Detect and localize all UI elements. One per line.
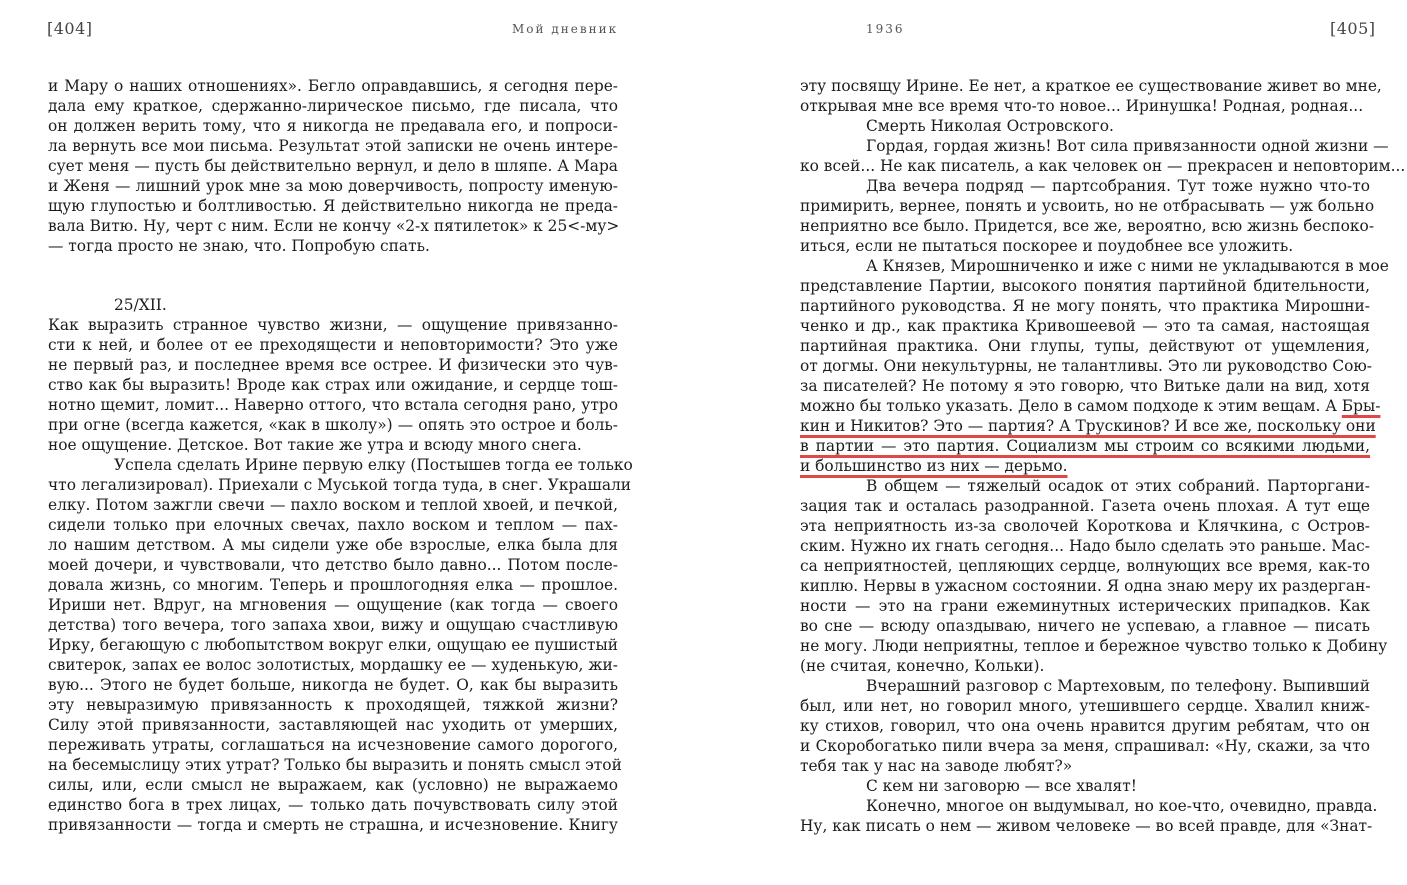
text-line: щую глупостью и болтливостью. Я действительно никогда не преда- bbox=[48, 197, 618, 215]
text-line: Как выразить странное чувство жизни, — ощущение привязанно- bbox=[48, 316, 618, 334]
text-line: был, или нет, но говорил много, утешившего сердце. Хвалил книж- bbox=[800, 697, 1370, 715]
underlined-text: Бры- bbox=[1341, 397, 1381, 415]
text-line: от догмы. Они некультурны, не талантливы. Это ли руководство Сою- bbox=[800, 357, 1373, 375]
text-line: ским. Нужно их гнать сегодня... Надо было сделать это раньше. Мас- bbox=[800, 537, 1370, 555]
text-line: детства) того вечера, того запаха хвои, вижу и ощущаю счастливую bbox=[48, 616, 618, 634]
right-text bbox=[800, 76, 1406, 836]
text-line: представление Партии, высокого понятия партийной бдительности, bbox=[800, 277, 1370, 295]
text-line: свитерок, запах ее волос золотистых, мордашку ее — худенькую, жи- bbox=[48, 656, 618, 674]
text-line: Вчерашний разговор с Мартеховым, по телефону. Выпивший bbox=[866, 677, 1370, 695]
text-line: ченко и др., как практика Кривошеевой — это та самая, настоящая bbox=[800, 317, 1370, 335]
text-line: ности — это на грани ежеминутных истерических припадков. Как bbox=[800, 597, 1370, 615]
text-line: переживать утраты, соглашаться на исчезновение самого дорогого, bbox=[48, 736, 618, 754]
text-line: вала Витю. Ну, черт с ним. Если не кончу «2-х пятилеток» к 25<-му> bbox=[48, 217, 620, 235]
text-line: при огне (всегда кажется, «как в школу») — опять это острое и боль- bbox=[48, 416, 618, 434]
underlined-line bbox=[800, 416, 1376, 436]
text-line: са неприятностей, цепляющих сердце, волнующих все время, как-то bbox=[800, 557, 1370, 575]
text-line: ла вернуть все мои письма. Результат этой записки не очень интере- bbox=[48, 137, 618, 155]
text-line: за писателей? Не потому я это говорю, что Витьке дали на вид, хотя bbox=[800, 377, 1370, 395]
text-line: С кем ни заговорю — все хвалят! bbox=[866, 777, 1137, 795]
text-line: дала ему краткое, сдержанно-лирическое письмо, где писала, что bbox=[48, 97, 618, 115]
text-line: А Князев, Мирошниченко и иже с ними не укладываются в мое bbox=[866, 257, 1389, 275]
text-line: эту невыразимую привязанность к проходящей, тяжкой жизни? bbox=[48, 696, 618, 714]
text-line: довала жизнь, со многим. Теперь и прошлогодняя елка — прошлое. bbox=[48, 576, 618, 594]
text-line: не первый раз, и последнее время все острее. И физически это чув- bbox=[48, 356, 618, 374]
text-line: Гордая, гордая жизнь! Вот сила привязанности одной жизни — bbox=[866, 137, 1389, 155]
text-line: эту посвящу Ирине. Ее нет, а краткое ее существование живет во мне, bbox=[800, 77, 1382, 95]
right-page-number: [405] bbox=[1330, 19, 1376, 38]
text-line-with-underline bbox=[800, 396, 1381, 416]
text-line: что легализировал). Приехали с Муськой тогда туда, в снег. Украшали bbox=[48, 476, 632, 494]
text-line: иться, если не пытаться поскорее и поудобнее все уложить. bbox=[800, 237, 1294, 255]
date-heading: 25/XII. bbox=[114, 296, 167, 314]
text-line: во сне — всюду опаздываю, ничего не успеваю, а главное — писать bbox=[800, 617, 1370, 635]
text-line: ство как бы выразить! Вроде как страх или ожидание, и сердце тош- bbox=[48, 376, 618, 394]
text-line: ко всей... Не как писатель, а как человек он — прекрасен и неповторим... bbox=[800, 157, 1406, 175]
right-running-head: 1936 bbox=[866, 22, 905, 36]
text-line: Ну, как писать о нем — живом человеке — во всей правде, для «Знат- bbox=[800, 817, 1373, 835]
text-line: привязанности — тогда и смерть не страшна, и исчезновение. Книгу bbox=[48, 816, 618, 834]
text-line: В общем — тяжелый осадок от этих собраний. Парторгани- bbox=[866, 477, 1370, 495]
text-line: партийная практика. Они глупы, тупы, действуют от ущемления, bbox=[800, 337, 1370, 355]
text-line: вую... Этого не будет больше, никогда не будет. О, как бы выразить bbox=[48, 676, 618, 694]
text-line: Ириши нет. Вдруг, на мгновения — ощущение (как тогда — своего bbox=[48, 596, 618, 614]
underlined-text: в партии — это партия. Социализм мы строим со всякими людьми, bbox=[800, 437, 1370, 455]
text-line: открывая мне все время что-то новое... Иринушка! Родная, родная... bbox=[800, 97, 1364, 115]
text-line: тебя так у нас на заводе любят?» bbox=[800, 757, 1073, 775]
text-line: (не считая, конечно, Кольки). bbox=[800, 657, 1045, 675]
text-line: Смерть Николая Островского. bbox=[866, 117, 1114, 135]
text-line: ло нашим детством. А мы сидели уже обе взрослые, елка была для bbox=[48, 536, 618, 554]
text-line: и Скоробогатько пили вчера за меня, спрашивал: «Ну, скажи, за что bbox=[800, 737, 1370, 755]
text-line: моей дочери, и чувствовали, что детство было давно... Потом после- bbox=[48, 556, 618, 574]
text-line: он должен верить тому, что я никогда не предавала его, и попроси- bbox=[48, 117, 618, 135]
right-page bbox=[704, 0, 1407, 885]
text-line: ное ощущение. Детское. Вот такие же утра и всюду много снега. bbox=[48, 436, 582, 454]
left-page bbox=[0, 0, 703, 885]
text-line: единство бога в трех лицах, — только дать почувствовать силу этой bbox=[48, 796, 618, 814]
text-line: неприятно все было. Придется, все же, вероятно, всю жизнь беспоко- bbox=[800, 217, 1375, 235]
text-fragment: можно бы только указать. Дело в самом подходе к этим вещам. А bbox=[800, 397, 1342, 415]
text-line: на бесемыслицу этих утрат? Только бы выразить и понять смысл этой bbox=[48, 756, 622, 774]
underlined-text: кин и Никитов? Это — партия? А Трускинов? И все же, поскольку они bbox=[800, 417, 1376, 435]
text-line: Успела сделать Ирине первую елку (Постышев тогда ее только bbox=[114, 456, 633, 474]
text-line: примирить, вернее, понять и усвоить, но не отбрасывать — уж больно bbox=[800, 197, 1375, 215]
text-line: эта неприятность из-за сволочей Короткова и Клячкина, с Остров- bbox=[800, 517, 1370, 535]
text-line: Силу этой привязанности, заставляющей нас уходить от умерших, bbox=[48, 716, 618, 734]
left-running-head: Мой дневник bbox=[512, 22, 619, 36]
left-page-number: [404] bbox=[47, 19, 93, 38]
underlined-line bbox=[800, 436, 1370, 456]
text-line: нотно щемит, ломит... Наверно оттого, что встала сегодня рано, утро bbox=[48, 396, 618, 414]
left-text-top bbox=[48, 76, 618, 256]
text-line: не могу. Люди неприятны, теплое и бережное чувство только к Добину bbox=[800, 637, 1388, 655]
text-line: сидели только при елочных свечах, пахло воском и теплом — пах- bbox=[48, 516, 618, 534]
underlined-text: и большинство из них — дерьмо. bbox=[800, 457, 1068, 475]
text-line: — тогда просто не знаю, что. Попробую спать. bbox=[48, 237, 430, 255]
text-line: партийного руководства. Я не могу понять, что практика Мирошни- bbox=[800, 297, 1370, 315]
text-line: и Женя — лишний урок мне за мою доверчивость, попросту именую- bbox=[48, 177, 618, 195]
text-line: и Мару о наших отношениях». Бегло оправдавшись, я сегодня пере- bbox=[48, 77, 618, 95]
text-line: силы, или, если смысл не выражаем, как (условно) не выражаемо bbox=[48, 776, 618, 794]
text-line: киплю. Нервы в ужасном состоянии. Я одна знаю меру их раздерган- bbox=[800, 577, 1371, 595]
text-line: зация так и осталась разодранной. Газета очень плохая. А тут еще bbox=[800, 497, 1370, 515]
text-line: Конечно, многое он выдумывал, но кое-что, очевидно, правда. bbox=[866, 797, 1378, 815]
text-line: Ирку, бегающую с любопытством вокруг елки, ощущаю ее пушистый bbox=[48, 636, 618, 654]
text-line: Два вечера подряд — партсобрания. Тут тоже нужно что-то bbox=[866, 177, 1370, 195]
left-text-bottom bbox=[48, 295, 633, 835]
underlined-line bbox=[800, 456, 1370, 476]
text-line: елку. Потом зажгли свечи — пахло воском и теплой хвоей, и печкой, bbox=[48, 496, 618, 514]
text-line: сти к ней, и более от ее преходящести и неповторимости? Это уже bbox=[48, 336, 618, 354]
text-line: сует меня — пусть бы действительно вернул, и дело в шляпе. А Мара bbox=[48, 157, 618, 175]
text-line: ку стихов, говорил, что она очень нравится другим ребятам, что он bbox=[800, 717, 1370, 735]
